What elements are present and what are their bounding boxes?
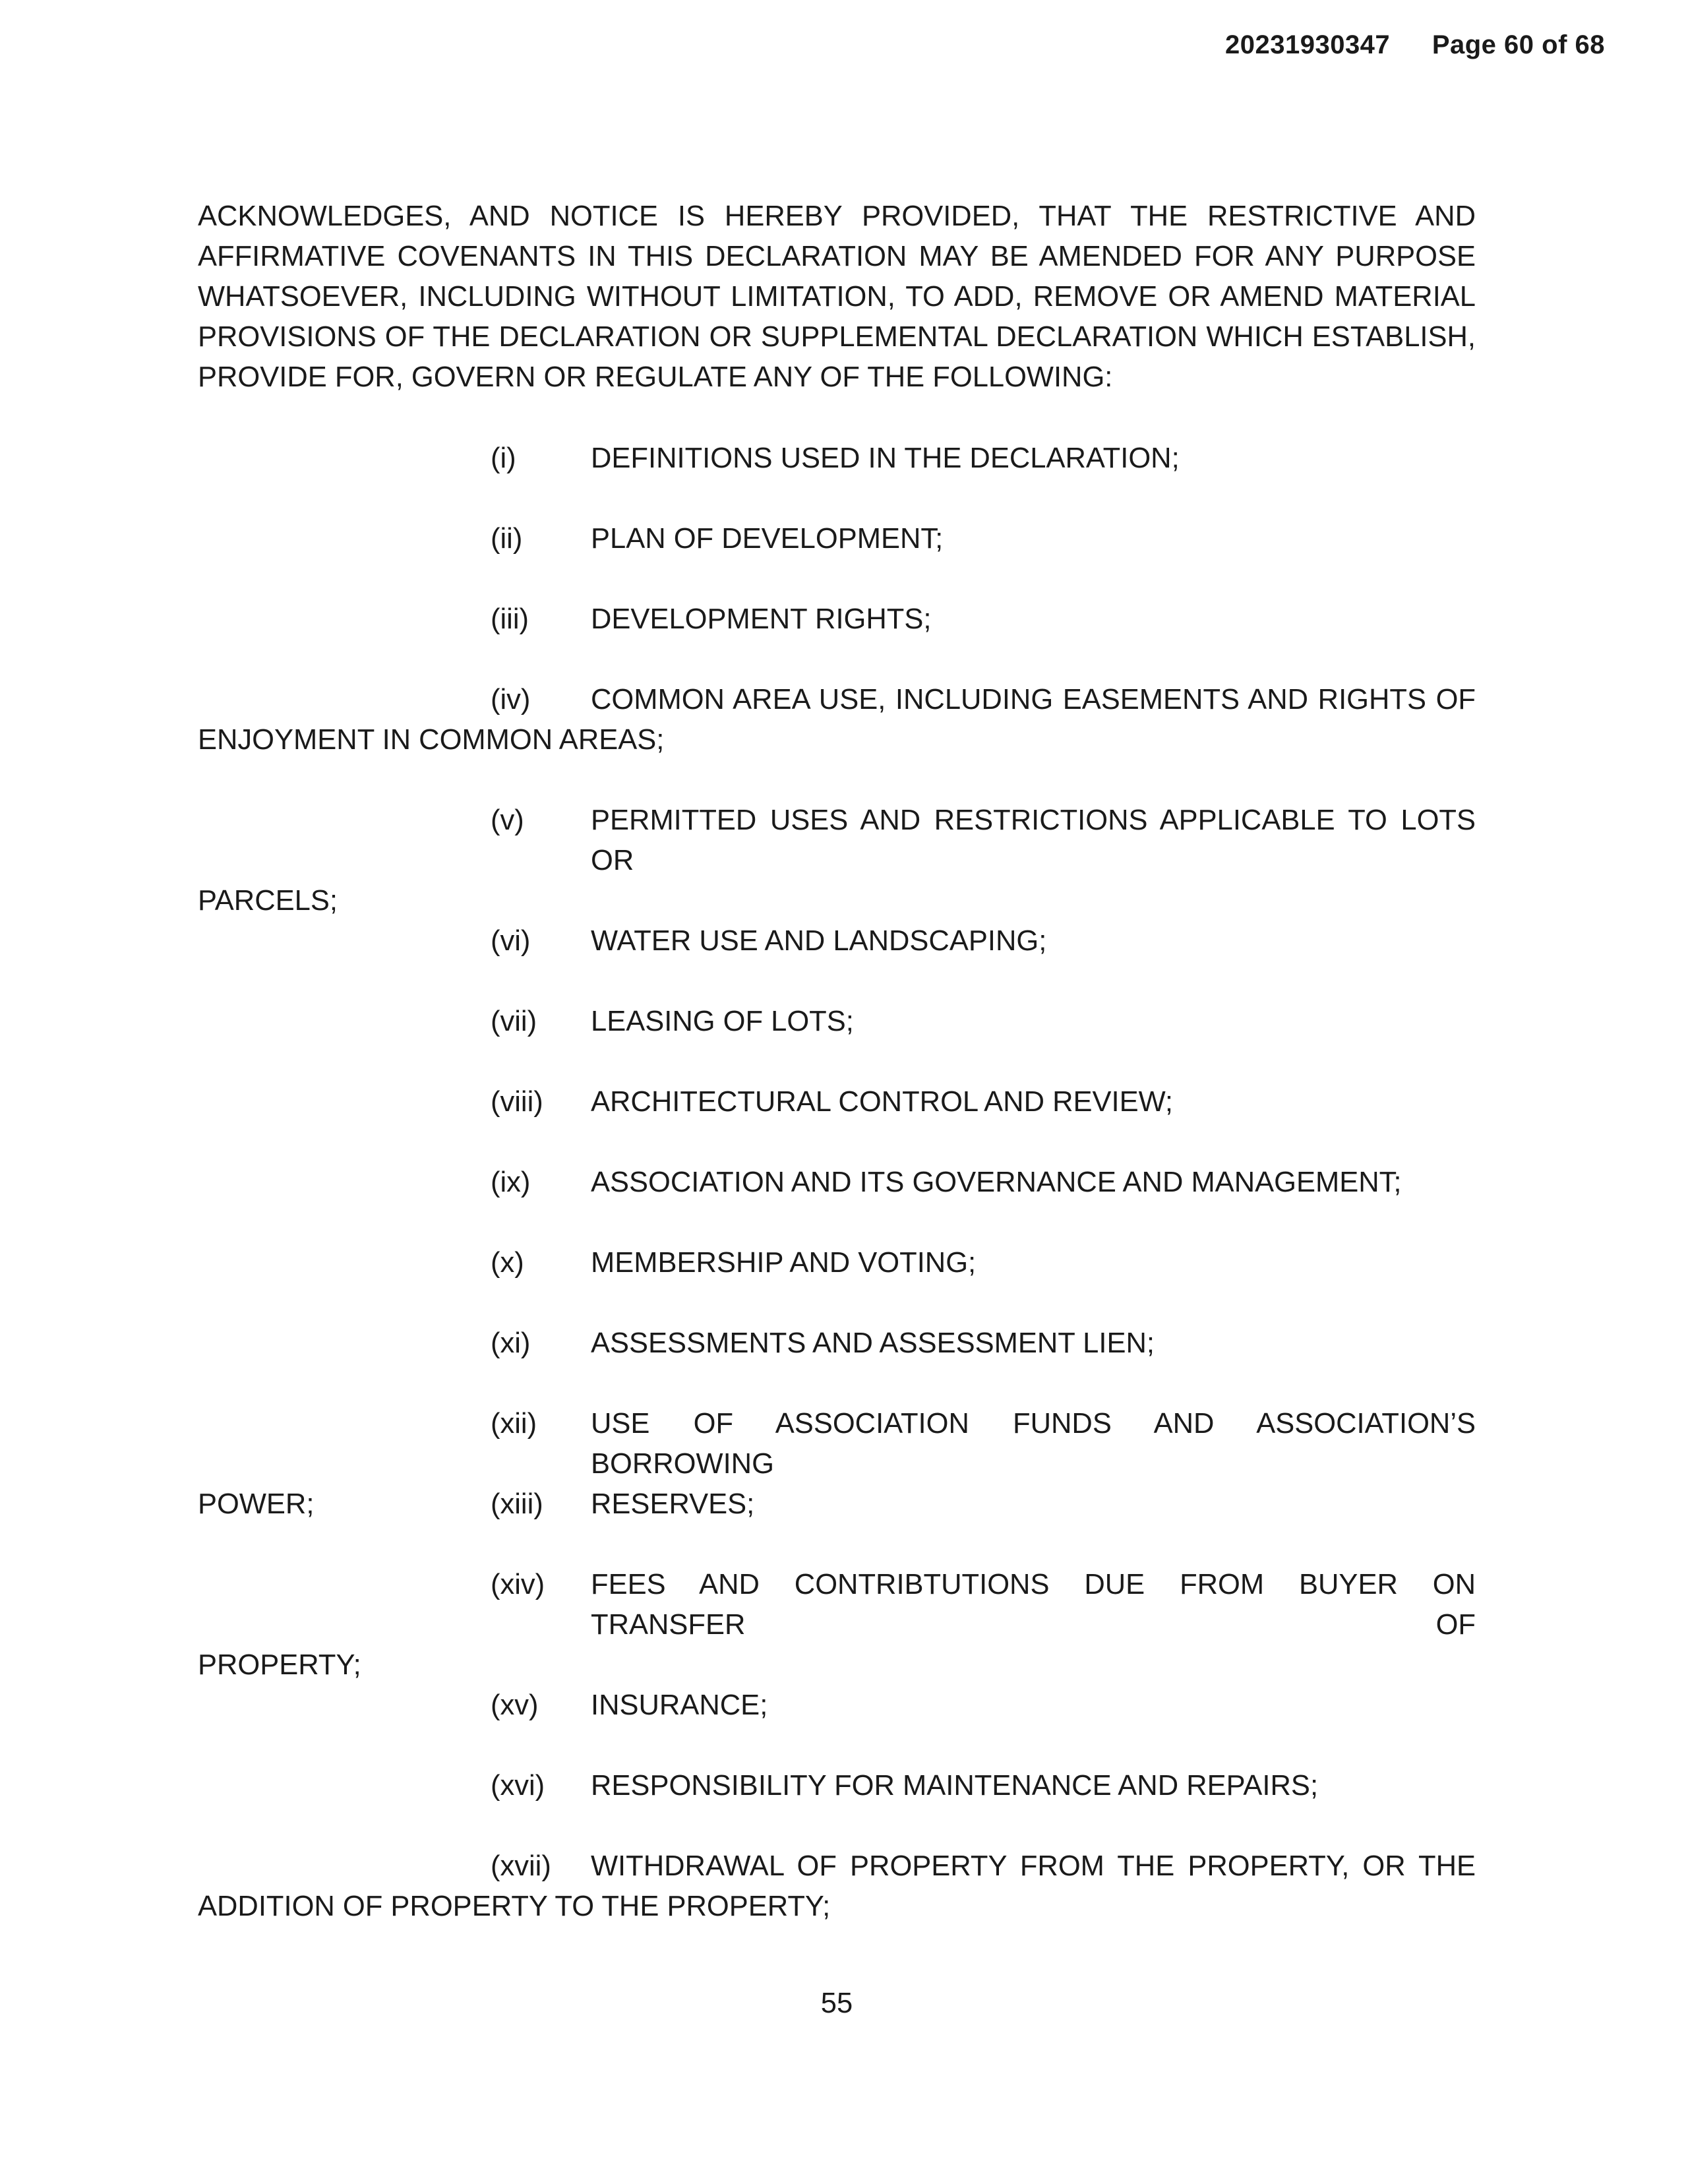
- list-item: [198, 680, 1476, 760]
- item-number: (v): [491, 804, 524, 836]
- list-item: [198, 1082, 1476, 1122]
- item-text: RESPONSIBILITY FOR MAINTENANCE AND REPAIRS;: [591, 1770, 1319, 1802]
- item-number: (xii): [491, 1408, 537, 1440]
- list-item: [198, 1243, 1476, 1283]
- item-number: (ix): [491, 1167, 531, 1198]
- intro-paragraph: ACKNOWLEDGES, AND NOTICE IS HEREBY PROVIDED, THAT THE RESTRICTIVE AND AFFIRMATIVE COVENANTS IN THIS DECLARATION MAY BE AMENDED FOR ANY PURPOSE WHATSOEVER, INCLUDING WITHOUT LIMITATION, TO ADD, REMOVE OR AMEND MATERIAL PROVISIONS OF THE DECLARATION OR SUPPLEMENTAL DECLARATION WHICH ESTABLISH, PROVIDE FOR, GOVERN OR REGULATE ANY OF THE FOLLOWING:: [198, 200, 1476, 393]
- item-number: (iii): [491, 603, 529, 635]
- item-text: PERMITTED USES AND RESTRICTIONS APPLICABLE TO LOTS OR: [591, 804, 1476, 876]
- item-text: USE OF ASSOCIATION FUNDS AND ASSOCIATION’S BORROWING: [591, 1408, 1476, 1480]
- item-text: WITHDRAWAL OF PROPERTY FROM THE PROPERTY, OR THE: [591, 1850, 1476, 1882]
- item-text: PLAN OF DEVELOPMENT;: [591, 523, 944, 555]
- item-number: (viii): [491, 1086, 543, 1118]
- item-number: (i): [491, 442, 516, 474]
- item-number: (xiii): [491, 1488, 543, 1520]
- item-continuation: PARCELS;: [198, 885, 338, 917]
- item-text: DEVELOPMENT RIGHTS;: [591, 603, 932, 635]
- item-text: RESERVES;: [591, 1488, 755, 1520]
- item-number: (xvii): [491, 1850, 551, 1882]
- list-item: [198, 1163, 1476, 1203]
- item-number: (vi): [491, 925, 531, 957]
- item-text: LEASING OF LOTS;: [591, 1006, 854, 1037]
- item-number: (xi): [491, 1327, 531, 1359]
- list-item: [198, 1323, 1476, 1364]
- item-continuation: ENJOYMENT IN COMMON AREAS;: [198, 724, 665, 756]
- page-number: 55: [820, 1987, 853, 2019]
- list-item: [198, 599, 1476, 640]
- list-item: [198, 1846, 1476, 1927]
- item-text: DEFINITIONS USED IN THE DECLARATION;: [591, 442, 1180, 474]
- list-item: [198, 1565, 1476, 1685]
- document-number: 20231930347: [1224, 30, 1391, 59]
- item-number: (xvi): [491, 1770, 545, 1802]
- item-number: (ii): [491, 523, 523, 555]
- item-number: (vii): [491, 1006, 537, 1037]
- page-label: Page 60 of 68: [1432, 30, 1605, 59]
- item-continuation: PROPERTY;: [198, 1649, 361, 1681]
- item-number: (xv): [491, 1689, 539, 1721]
- item-text: ARCHITECTURAL CONTROL AND REVIEW;: [591, 1086, 1173, 1118]
- list-item: [198, 1766, 1476, 1806]
- item-continuation: POWER;: [198, 1488, 315, 1520]
- list-item: [198, 921, 1476, 961]
- list-item: [198, 1685, 1476, 1726]
- item-number: (x): [491, 1247, 524, 1279]
- item-text: COMMON AREA USE, INCLUDING EASEMENTS AND RIGHTS OF: [591, 684, 1476, 715]
- item-text: MEMBERSHIP AND VOTING;: [591, 1247, 977, 1279]
- item-continuation: ADDITION OF PROPERTY TO THE PROPERTY;: [198, 1891, 831, 1922]
- item-number: (xiv): [491, 1569, 545, 1600]
- item-text: FEES AND CONTRIBTUTIONS DUE FROM BUYER ON TRANSFER OF: [591, 1569, 1476, 1641]
- list-item: [198, 1002, 1476, 1042]
- list-item: [198, 519, 1476, 559]
- list-item: [198, 801, 1476, 921]
- page-header: [1225, 30, 1605, 60]
- item-text: ASSESSMENTS AND ASSESSMENT LIEN;: [591, 1327, 1155, 1359]
- item-number: (iv): [491, 684, 531, 715]
- item-text: WATER USE AND LANDSCAPING;: [591, 925, 1047, 957]
- item-text: ASSOCIATION AND ITS GOVERNANCE AND MANAGEMENT;: [591, 1167, 1402, 1198]
- list-item: [198, 1484, 1476, 1525]
- list-item: [198, 439, 1476, 479]
- item-text: INSURANCE;: [591, 1689, 768, 1721]
